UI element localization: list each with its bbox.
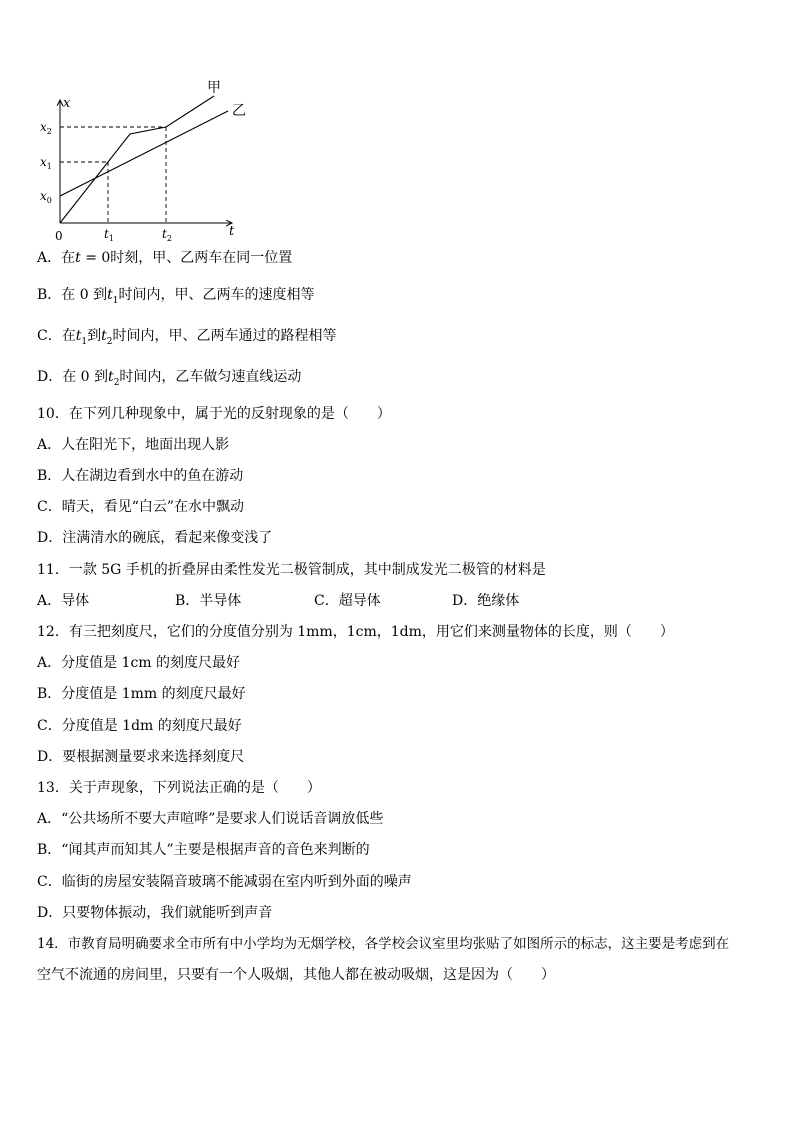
- q10-option-d: D．注满清水的碗底，看起来像变浅了: [37, 530, 273, 546]
- q9-a-suffix: = 0时刻，甲、乙两车在同一位置: [80, 250, 293, 266]
- q13-option-a: A．“公共场所不要大声喧哗”是要求人们说话音调放低些: [37, 811, 384, 827]
- q12-option-a: A．分度值是 1cm 的刻度尺最好: [37, 655, 241, 671]
- q11-option-d: D．绝缘体: [452, 593, 520, 609]
- q12-option-d: D．要根据测量要求来选择刻度尺: [37, 749, 245, 765]
- q14-stem-line2: 空气不流通的房间里，只要有一个人吸烟，其他人都在被动吸烟，这是因为（ ）: [37, 967, 555, 983]
- yi-line: [60, 111, 228, 196]
- q9-b-sub: 1: [112, 295, 119, 306]
- q10-option-c: C．晴天，看见“白云”在水中飘动: [37, 499, 245, 515]
- jia-line: [60, 96, 214, 223]
- q10-option-a: A．人在阳光下，地面出现人影: [37, 437, 230, 453]
- tick-x1: $x_1$: [40, 155, 52, 171]
- q11-stem: 11．一款 5G 手机的折叠屏由柔性发光二极管制成，其中制成发光二极管的材料是: [37, 562, 546, 578]
- q11-option-b: B．半导体: [175, 593, 242, 609]
- q13-stem: 13．关于声现象，下列说法正确的是（ ）: [37, 780, 321, 796]
- xt-graph: [0, 0, 794, 245]
- q9-option-c: [37, 326, 336, 352]
- q9-b-var: t: [107, 287, 113, 303]
- q12-option-c: C．分度值是 1dm 的刻度尺最好: [37, 718, 242, 734]
- q9-d-suffix: 时间内，乙车做匀速直线运动: [119, 369, 302, 385]
- label-jia: 甲: [207, 80, 221, 96]
- q9-c-prefix: C．在: [37, 328, 76, 344]
- axis-t-label: t: [229, 224, 235, 239]
- tick-t2: $t_2$: [162, 227, 172, 243]
- q11-option-a: A．导体: [37, 593, 90, 609]
- tick-t1: $t_1$: [104, 227, 114, 243]
- q9-c-suffix: 时间内，甲、乙两车通过的路程相等: [112, 328, 337, 344]
- q9-d-sub: 2: [113, 377, 120, 388]
- q14-stem-line1: 14．市教育局明确要求全市所有中小学均为无烟学校，各学校会议室里均张贴了如图所示的标志，这主要是考虑到在: [37, 936, 730, 952]
- q9-a-var: t: [75, 250, 81, 266]
- q9-c-var2: t: [101, 328, 107, 344]
- q9-c-sub1: 1: [81, 336, 88, 347]
- tick-x0: $x_0$: [40, 189, 52, 205]
- q11-options: [37, 591, 757, 611]
- q9-option-d: [37, 367, 301, 393]
- q13-option-d: D．只要物体振动，我们就能听到声音: [37, 905, 273, 921]
- q10-option-b: B．人在湖边看到水中的鱼在游动: [37, 468, 244, 484]
- q9-a-prefix: A．在: [37, 250, 76, 266]
- axis-x-label: x: [63, 96, 71, 111]
- q9-option-a: [37, 248, 292, 268]
- q13-option-b: B．“闻其声而知其人”主要是根据声音的音色来判断的: [37, 842, 370, 858]
- q11-option-c: C．超导体: [314, 593, 381, 609]
- q9-b-suffix: 时间内，甲、乙两车的速度相等: [118, 287, 315, 303]
- q9-c-sub2: 2: [106, 336, 113, 347]
- q9-d-prefix: D．在 0 到: [37, 369, 109, 385]
- label-yi: 乙: [232, 103, 246, 119]
- q9-option-b: [37, 285, 314, 311]
- q9-c-var1: t: [75, 328, 82, 344]
- q12-stem: 12．有三把刻度尺，它们的分度值分别为 1mm，1cm，1dm，用它们来测量物体的长度，则（ ）: [37, 624, 674, 640]
- q10-stem: 10．在下列几种现象中，属于光的反射现象的是（ ）: [37, 406, 391, 422]
- q12-option-b: B．分度值是 1mm 的刻度尺最好: [37, 686, 246, 702]
- q9-b-prefix: B．在 0 到: [37, 287, 108, 303]
- origin-label: 0: [55, 229, 63, 243]
- q9-c-mid: 到: [87, 328, 102, 344]
- tick-x2: $x_2$: [40, 120, 52, 136]
- q9-d-var: t: [108, 369, 114, 385]
- q13-option-c: C．临街的房屋安装隔音玻璃不能减弱在室内听到外面的噪声: [37, 874, 412, 890]
